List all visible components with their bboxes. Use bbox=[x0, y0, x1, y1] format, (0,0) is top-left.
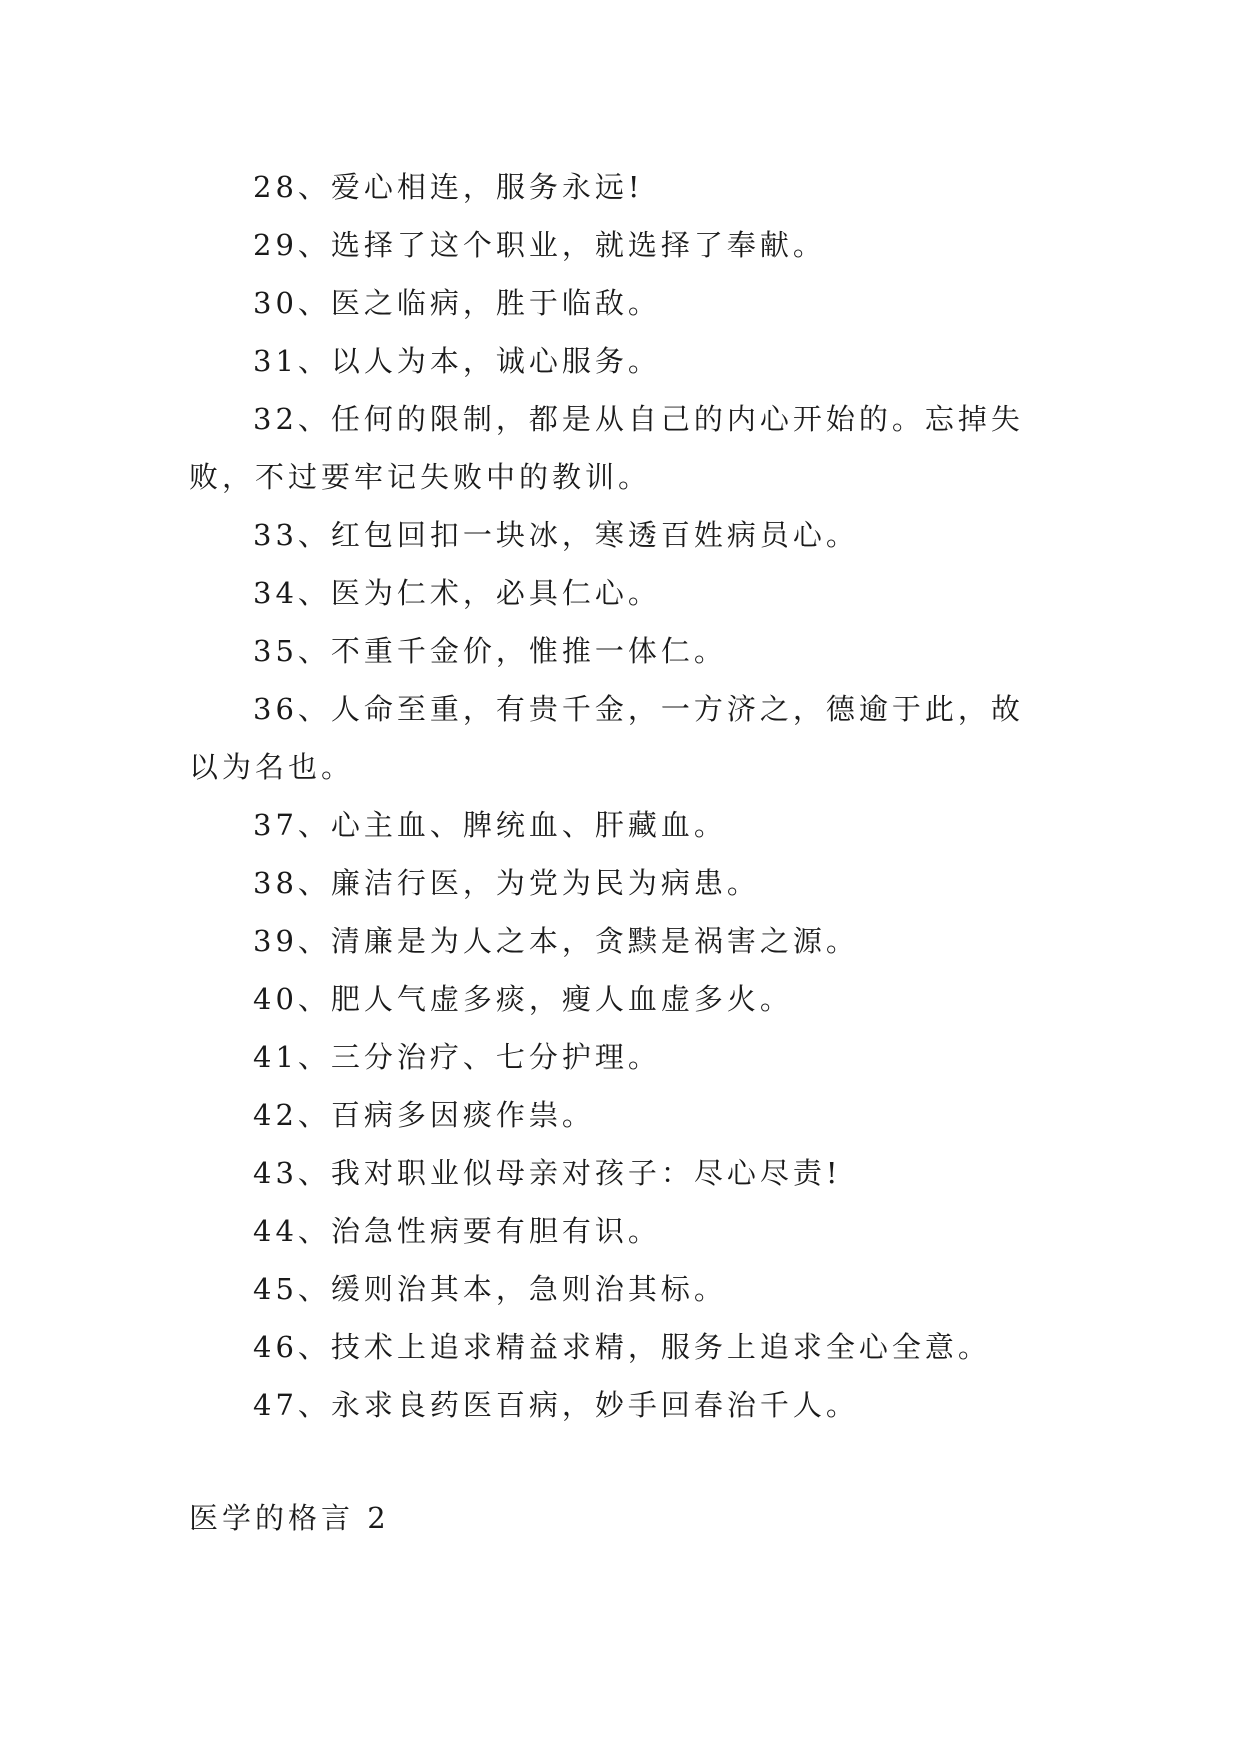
quote-list bbox=[189, 158, 1055, 1434]
quote-item: 38、廉洁行医，为党为民为病患。 bbox=[253, 866, 760, 900]
quote-item: 45、缓则治其本，急则治其标。 bbox=[253, 1272, 727, 1306]
quote-item: 44、治急性病要有胆有识。 bbox=[253, 1214, 661, 1248]
quote-item: 36、人命至重，有贵千金，一方济之，德逾于此，故以为名也。 bbox=[189, 692, 1024, 784]
quote-item: 43、我对职业似母亲对孩子：尽心尽责! bbox=[253, 1156, 842, 1190]
section-title: 医学的格言 2 bbox=[189, 1501, 390, 1535]
quote-item: 29、选择了这个职业，就选择了奉献。 bbox=[253, 228, 826, 262]
quote-item: 40、肥人气虚多痰，瘦人血虚多火。 bbox=[253, 982, 793, 1016]
quote-item: 33、红包回扣一块冰，寒透百姓病员心。 bbox=[253, 518, 859, 552]
quote-item: 31、以人为本，诚心服务。 bbox=[253, 344, 661, 378]
quote-item: 30、医之临病，胜于临敌。 bbox=[253, 286, 661, 320]
quote-item: 46、技术上追求精益求精，服务上追求全心全意。 bbox=[253, 1330, 991, 1364]
quote-item: 42、百病多因痰作祟。 bbox=[253, 1098, 595, 1132]
quote-item: 37、心主血、脾统血、肝藏血。 bbox=[253, 808, 727, 842]
quote-item: 39、清廉是为人之本，贪黩是祸害之源。 bbox=[253, 924, 859, 958]
quote-item: 34、医为仁术，必具仁心。 bbox=[253, 576, 661, 610]
quote-item: 41、三分治疗、七分护理。 bbox=[253, 1040, 661, 1074]
quote-item: 28、爱心相连，服务永远! bbox=[253, 170, 644, 204]
quote-item: 47、永求良药医百病，妙手回春治千人。 bbox=[253, 1388, 859, 1422]
quote-item: 32、任何的限制，都是从自己的内心开始的。忘掉失败，不过要牢记失败中的教训。 bbox=[189, 402, 1024, 494]
quote-item: 35、不重千金价，惟推一体仁。 bbox=[253, 634, 727, 668]
